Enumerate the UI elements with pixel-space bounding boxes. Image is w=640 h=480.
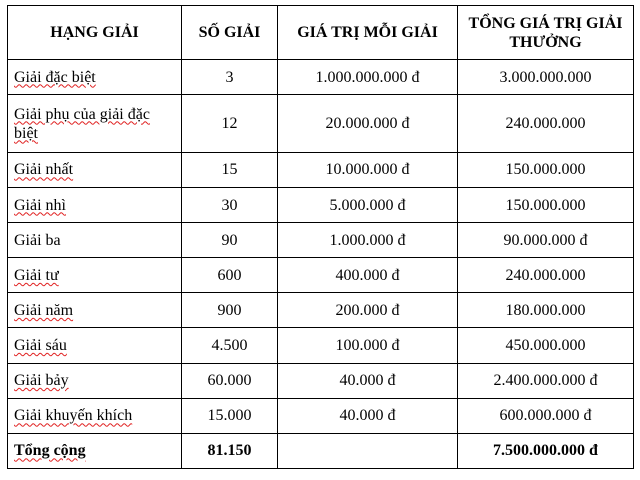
header-row: [8, 6, 634, 60]
prize-value: 200.000 đ: [278, 293, 458, 328]
prize-value: 5.000.000 đ: [278, 188, 458, 223]
prize-total: 600.000.000 đ: [458, 398, 634, 433]
prize-table: [7, 5, 634, 469]
header-count: SỐ GIẢI: [182, 6, 278, 60]
prize-total: 3.000.000.000: [458, 60, 634, 95]
prize-value: 1.000.000 đ: [278, 223, 458, 258]
prize-value: 10.000.000 đ: [278, 152, 458, 187]
prize-name: Giải bảy: [14, 372, 69, 390]
prize-value: 400.000 đ: [278, 258, 458, 293]
prize-name: Giải nhất: [14, 161, 74, 179]
prize-name: Giải phụ của giải đặc biệt: [14, 105, 150, 142]
prize-value: 20.000.000 đ: [278, 95, 458, 153]
prize-name: Giải khuyến khích: [14, 407, 133, 425]
total-count: 81.150: [182, 433, 278, 468]
table-row: [8, 328, 634, 363]
prize-count: 15.000: [182, 398, 278, 433]
table-row: [8, 188, 634, 223]
prize-value: 100.000 đ: [278, 328, 458, 363]
table-row: [8, 293, 634, 328]
header-value: GIÁ TRỊ MỖI GIẢI: [278, 6, 458, 60]
table-row: [8, 258, 634, 293]
prize-name: Giải nhì: [14, 196, 66, 214]
prize-total: 240.000.000: [458, 95, 634, 153]
prize-count: 15: [182, 152, 278, 187]
table-row: [8, 152, 634, 187]
total-sum: 7.500.000.000 đ: [458, 433, 634, 468]
header-rank: HẠNG GIẢI: [8, 6, 182, 60]
header-total: TỔNG GIÁ TRỊ GIẢI THƯỞNG: [458, 6, 634, 60]
table-row: [8, 60, 634, 95]
prize-total: 150.000.000: [458, 152, 634, 187]
prize-count: 900: [182, 293, 278, 328]
table-row: [8, 363, 634, 398]
prize-count: 12: [182, 95, 278, 153]
prize-name: Giải đặc biệt: [14, 68, 96, 86]
total-label: Tổng cộng: [14, 442, 86, 460]
prize-count: 60.000: [182, 363, 278, 398]
prize-total: 150.000.000: [458, 188, 634, 223]
prize-name: Giải tư: [14, 266, 59, 284]
prize-value: 40.000 đ: [278, 363, 458, 398]
prize-total: 450.000.000: [458, 328, 634, 363]
table-row: [8, 398, 634, 433]
prize-value: 1.000.000.000 đ: [278, 60, 458, 95]
total-value: [278, 433, 458, 468]
prize-value: 40.000 đ: [278, 398, 458, 433]
prize-count: 90: [182, 223, 278, 258]
prize-total: 90.000.000 đ: [458, 223, 634, 258]
prize-count: 3: [182, 60, 278, 95]
prize-total: 2.400.000.000 đ: [458, 363, 634, 398]
prize-total: 240.000.000: [458, 258, 634, 293]
prize-name: Giải ba: [14, 231, 61, 249]
table-row: [8, 95, 634, 153]
prize-name: Giải năm: [14, 301, 74, 319]
prize-name: Giải sáu: [14, 337, 67, 355]
prize-count: 600: [182, 258, 278, 293]
prize-count: 30: [182, 188, 278, 223]
total-row: [8, 433, 634, 468]
table-row: [8, 223, 634, 258]
prize-count: 4.500: [182, 328, 278, 363]
prize-total: 180.000.000: [458, 293, 634, 328]
